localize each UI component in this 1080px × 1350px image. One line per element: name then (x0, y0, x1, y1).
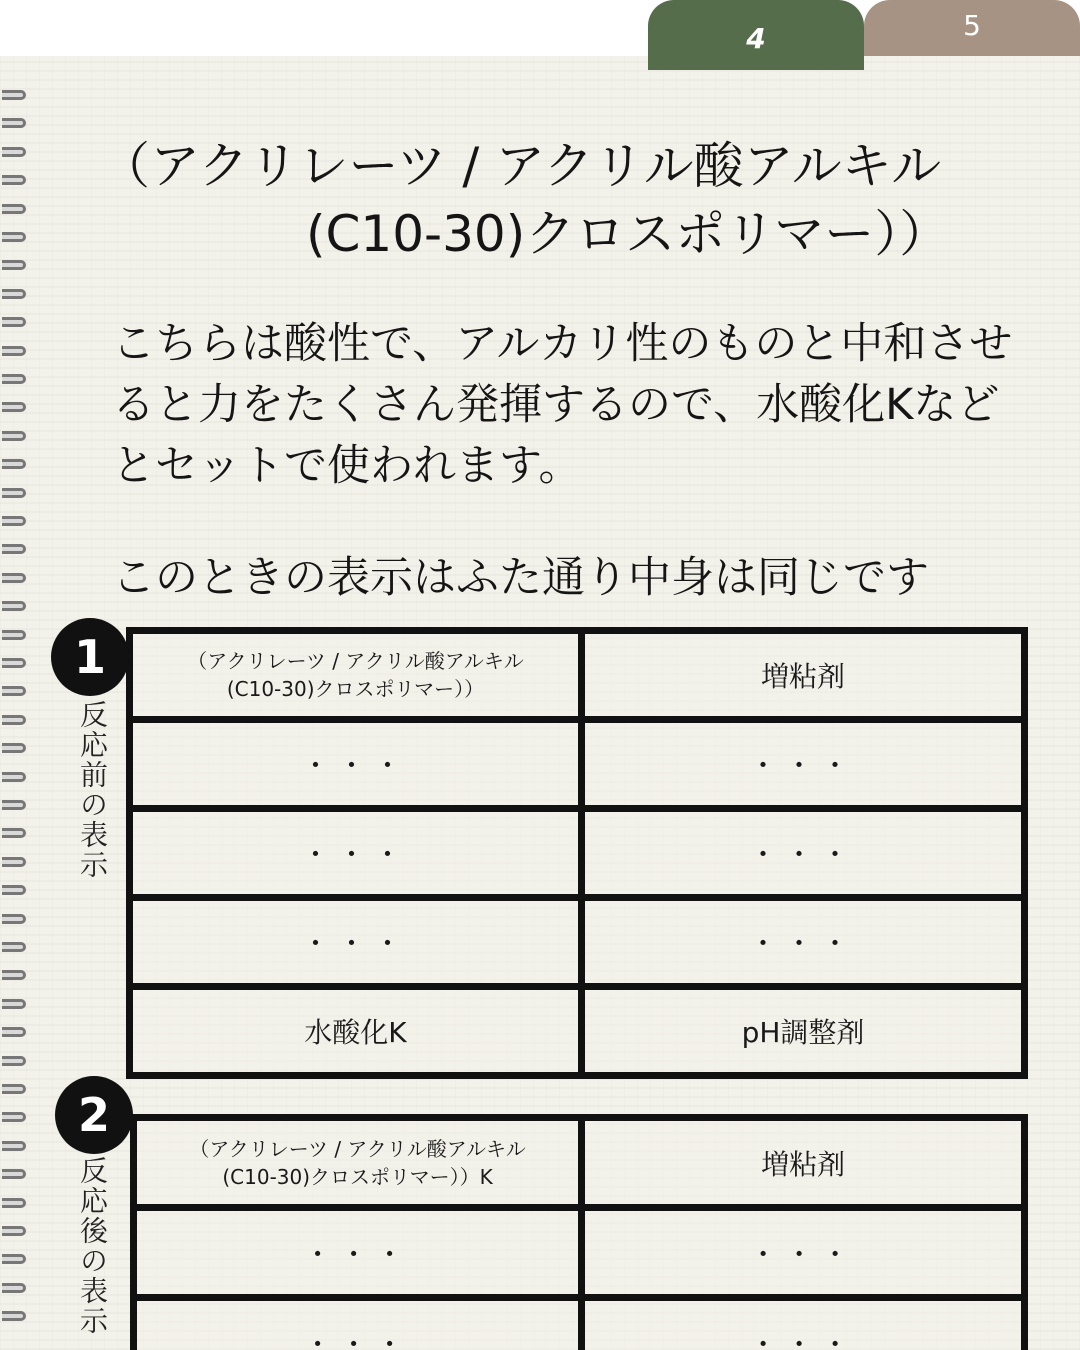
binding-ring (2, 828, 26, 838)
binding-ring (2, 1084, 26, 1094)
page-title-line-2: (C10-30)クロスポリマー）） (306, 205, 950, 263)
ingredient-name-cell (134, 1118, 582, 1208)
tab-page-4[interactable]: 4 (648, 0, 864, 70)
binding-ring (2, 885, 26, 895)
ingredient-role-cell: ・・・ (581, 898, 1024, 987)
binding-ring (2, 317, 26, 327)
ingredient-table-after (130, 1114, 1028, 1350)
ingredient-name-cell: ・・・ (130, 720, 582, 809)
binding-ring (2, 1254, 26, 1264)
binding-ring (2, 1027, 26, 1037)
binding-ring (2, 1311, 26, 1321)
table-row (134, 1298, 1025, 1350)
table-row (130, 987, 1025, 1076)
binding-ring (2, 630, 26, 640)
binding-ring (2, 204, 26, 214)
binding-ring (2, 1226, 26, 1236)
body-paragraph-1: こちらは酸性で、アルカリ性のものと中和させると力をたくさん発揮するので、水酸化Kなどとセットで使われます。 (112, 319, 1013, 491)
table-row (130, 720, 1025, 809)
section-2-badge: 2 (55, 1076, 133, 1154)
binding-ring (2, 1141, 26, 1151)
ingredient-name-cell: ・・・ (130, 809, 582, 898)
binding-ring (2, 601, 26, 611)
binding-ring (2, 1112, 26, 1122)
ingredient-role-cell: pH調整剤 (581, 987, 1024, 1076)
binding-ring (2, 1056, 26, 1066)
ingredient-role-cell: 増粘剤 (582, 1118, 1025, 1208)
section-1-badge: 1 (51, 618, 129, 696)
binding-ring (2, 1169, 26, 1179)
ingredient-name-cell: ・・・ (134, 1298, 582, 1350)
page-title-line-1: （アクリレーツ / アクリル酸アルキル (100, 137, 942, 195)
body-paragraph-2: このときの表示はふた通り中身は同じです (112, 553, 929, 603)
ingredient-role-cell: ・・・ (582, 1298, 1025, 1350)
binding-ring (2, 573, 26, 583)
binding-ring (2, 147, 26, 157)
binding-ring (2, 686, 26, 696)
binding-ring (2, 260, 26, 270)
table-row (130, 898, 1025, 987)
binding-ring (2, 544, 26, 554)
binding-ring (2, 374, 26, 384)
binding-ring (2, 942, 26, 952)
ingredient-role-cell: 増粘剤 (581, 631, 1024, 720)
binding-ring (2, 772, 26, 782)
binding-ring (2, 402, 26, 412)
ingredient-role-cell: ・・・ (582, 1208, 1025, 1298)
table-row (134, 1118, 1025, 1208)
binding-ring (2, 857, 26, 867)
spiral-binding (0, 90, 30, 1350)
binding-ring (2, 459, 26, 469)
binding-ring (2, 118, 26, 128)
ingredient-name-cell (130, 631, 582, 720)
table-row (134, 1208, 1025, 1298)
binding-ring (2, 346, 26, 356)
binding-ring (2, 90, 26, 100)
ingredient-name-line-1: （アクリレーツ / アクリル酸アルキル (189, 1136, 526, 1161)
ingredient-name-line-1: （アクリレーツ / アクリル酸アルキル (187, 649, 524, 673)
binding-ring (2, 914, 26, 924)
binding-ring (2, 715, 26, 725)
ingredient-name-cell: ・・・ (134, 1208, 582, 1298)
ingredient-name-line-2: (C10-30)クロスポリマー））K (222, 1164, 493, 1189)
section-1-label: 反応前の表示 (76, 700, 109, 880)
binding-ring (2, 658, 26, 668)
ingredient-role-cell: ・・・ (581, 720, 1024, 809)
ingredient-name-cell: ・・・ (130, 898, 582, 987)
binding-ring (2, 431, 26, 441)
binding-ring (2, 488, 26, 498)
ingredient-name-cell: 水酸化K (130, 987, 582, 1076)
binding-ring (2, 1283, 26, 1293)
binding-ring (2, 800, 26, 810)
tab-page-5[interactable]: 5 (864, 0, 1080, 56)
binding-ring (2, 970, 26, 980)
binding-ring (2, 516, 26, 526)
ingredient-name-line-2: (C10-30)クロスポリマー）） (226, 677, 485, 701)
binding-ring (2, 175, 26, 185)
table-row (130, 631, 1025, 720)
table-row (130, 809, 1025, 898)
binding-ring (2, 999, 26, 1009)
section-2-label: 反応後の表示 (76, 1156, 109, 1336)
ingredient-table-before (126, 627, 1028, 1079)
binding-ring (2, 289, 26, 299)
binding-ring (2, 1198, 26, 1208)
binding-ring (2, 232, 26, 242)
ingredient-role-cell: ・・・ (581, 809, 1024, 898)
binding-ring (2, 743, 26, 753)
